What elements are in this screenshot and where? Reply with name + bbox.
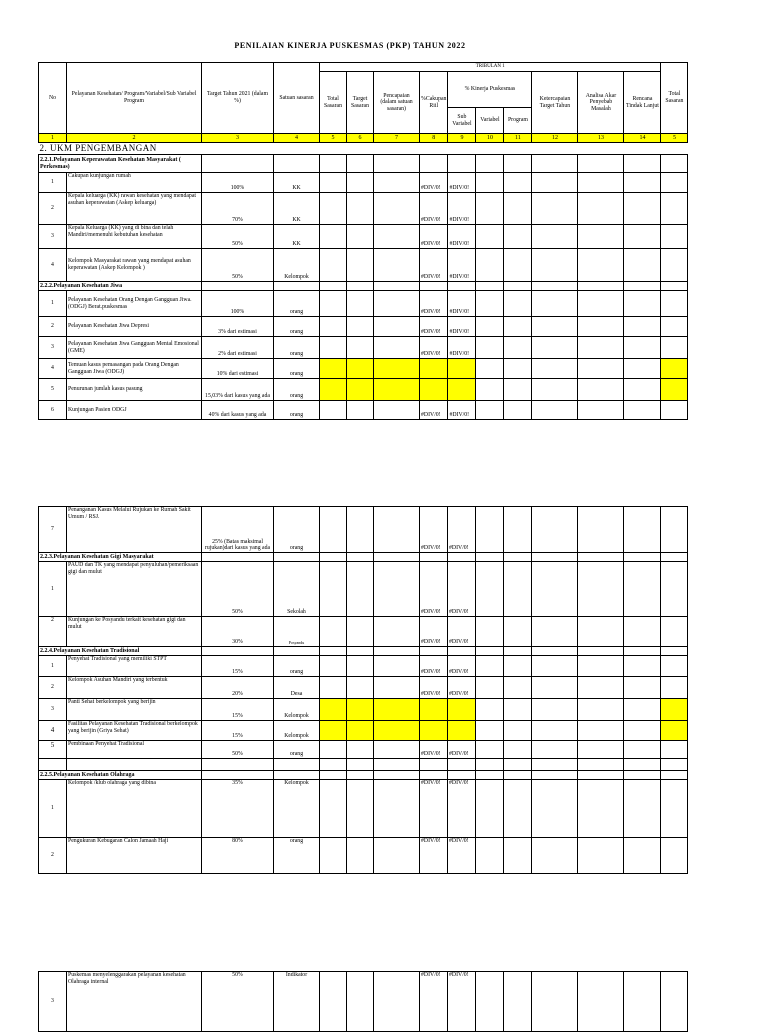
row-target: 15% [202,699,274,721]
row-satuan: Kelompok [274,780,320,838]
row-satuan: KK [274,193,320,225]
table-row [39,193,688,225]
row-indicator: Puskemas menyelenggarakan pelayanan kesehatan Olahraga internal [67,972,202,1032]
row-satuan: KK [274,225,320,249]
row-target: 50% [202,741,274,759]
section-kesehatan-gigi: 2.2.3.Pelayanan Kesehatan Gigi Masyarakat [39,553,202,562]
col-number: 12 [532,134,578,143]
table-row [39,507,688,553]
row-target: 50% [202,562,274,617]
row-cakupan-riil: #DIV/0! [420,249,448,282]
table-row [39,721,688,741]
row-sub-variabel: #DIV/0! [448,317,476,337]
row-indicator: Penurunan jumlah kasus pasung [67,379,202,401]
row-indicator: Penyehat Tradisional yang memiliki STPT [67,656,202,677]
row-number: 5 [39,741,67,759]
row-indicator: Temuan kasus pemasangan pada Orang Dengan Gangguan Jiwa (ODGJ) [67,359,202,379]
row-satuan: Kelompok [274,699,320,721]
row-number: 1 [39,173,67,193]
col-number: 2 [67,134,202,143]
row-number: 1 [39,291,67,317]
table-row [39,838,688,874]
row-satuan: Kelompok [274,249,320,282]
header-ketercapaian: Ketercapaian Target Tahun [532,72,578,134]
row-number: 1 [39,780,67,838]
col-number: 4 [274,134,320,143]
table-row [39,337,688,359]
header-target: Target Tahun 2021 (dalam %) [202,63,274,134]
row-satuan: orang [274,379,320,401]
col-number: 8 [420,134,448,143]
row-target: 15% [202,721,274,741]
table-row [39,741,688,759]
row-indicator: Kepala Keluarga (KK) yang di bina dan telah Mandiri/memenuhi kebutuhan kesehatan [67,225,202,249]
row-number: 1 [39,562,67,617]
row-target: 2% dari estimasi [202,337,274,359]
row-satuan: orang [274,291,320,317]
row-number: 7 [39,507,67,553]
header-kinerja: % Kinerja Puskesmas [448,72,532,108]
table-row [39,401,688,420]
row-indicator: Pembinaan Penyehat Tradisional [67,741,202,759]
kinerja-table-part-2 [38,506,688,874]
row-target: 80% [202,838,274,874]
row-target: 50% [202,225,274,249]
row-satuan: KK [274,173,320,193]
row-sub-variabel: #DIV/0! [448,677,476,699]
table-row [39,291,688,317]
row-target: 100% [202,291,274,317]
table-row [39,562,688,617]
row-satuan: orang [274,401,320,420]
row-indicator: Kelompok Masyarakat rawan yang mendapat asuhan keperawatan (Askep Kelompok ) [67,249,202,282]
col-number: 13 [578,134,624,143]
table-row [39,780,688,838]
table-row [39,225,688,249]
row-indicator: Kelompok /klub olahraga yang dibina [67,780,202,838]
header-no: No [39,63,67,134]
row-cakupan-riil: #DIV/0! [420,401,448,420]
row-target: 3% dari estimasi [202,317,274,337]
row-satuan: orang [274,507,320,553]
row-indicator: Kunjungan Pasien ODGJ [67,401,202,420]
row-target: 15% [202,656,274,677]
row-indicator: Pelayanan Kesehatan Jiwa Depresi [67,317,202,337]
header-sub-variabel: Sub Variabel [448,108,476,134]
row-cakupan-riil: #DIV/0! [420,741,448,759]
row-indicator: Kelompok Asuhan Mandiri yang terbentuk [67,677,202,699]
row-number: 2 [39,617,67,647]
table-row [39,656,688,677]
col-number: 10 [476,134,504,143]
row-number: 3 [39,972,67,1032]
kinerja-table-part-3 [38,971,688,1032]
row-cakupan-riil: #DIV/0! [420,507,448,553]
row-satuan: Kelompok [274,721,320,741]
row-number: 3 [39,225,67,249]
row-cakupan-riil: #DIV/0! [420,173,448,193]
section-perkesmas: 2.2.1.Pelayanan Keperawatan Kesehatan Masyarakat ( Perkesmas) [39,155,202,173]
row-target: 35% [202,780,274,838]
row-sub-variabel: #DIV/0! [448,507,476,553]
row-satuan: Desa [274,677,320,699]
row-target: 10% dari estimasi [202,359,274,379]
header-triwulan: TRIBULAN 1 [320,63,661,72]
row-satuan: Indikator [274,972,320,1032]
row-sub-variabel: #DIV/0! [448,562,476,617]
row-target: 25% (Batas maksimal rujukan)dari kasus yang ada [202,507,274,553]
header-rencana: Rencana Tindak Lanjut [624,72,661,134]
row-target: 100% [202,173,274,193]
col-number: 6 [347,134,374,143]
row-cakupan-riil: #DIV/0! [420,780,448,838]
section-kesehatan-jiwa: 2.2.2.Pelayanan Kesehatan Jiwa [39,282,202,291]
header-cakupan-riil: %Cakupan Riil [420,72,448,134]
col-number: 1 [39,134,67,143]
table-row [39,699,688,721]
row-cakupan-riil: #DIV/0! [420,317,448,337]
row-indicator: Kepala keluarga (KK) rawan kesehatan yang mendapat asuhan keperawatan (Askep keluarga) [67,193,202,225]
section-kesehatan-olahraga: 2.2.5.Pelayanan Kesehatan Olahraga [39,771,202,780]
section-ukm-pengembangan: 2. UKM PENGEMBANGAN [39,143,157,154]
row-indicator: Pelayanan Kesehatan Orang Dengan Gangguan Jiwa. (ODGJ) Berat.puskesmas [67,291,202,317]
row-number: 2 [39,317,67,337]
table-row [39,972,688,1032]
col-number: 9 [448,134,476,143]
row-indicator: Penanganan Kasus Melalui Rujukan ke Rumah Sakit Umum / RSJ. [67,507,202,553]
row-cakupan-riil: #DIV/0! [420,838,448,874]
header-total-sasaran: Total Sasaran [320,72,347,134]
row-sub-variabel: #DIV/0! [448,193,476,225]
row-target: 20% [202,677,274,699]
row-target: 40% dari kasus yang ada [202,401,274,420]
col-number: 5 [320,134,347,143]
row-cakupan-riil: #DIV/0! [420,972,448,1032]
row-number: 2 [39,677,67,699]
row-number: 3 [39,699,67,721]
row-sub-variabel: #DIV/0! [448,225,476,249]
header-total-sasaran-2: Total Sasaran [661,63,688,134]
row-number: 3 [39,337,67,359]
row-number: 2 [39,838,67,874]
header-satuan: Satuan sasaran [274,63,320,134]
row-target: 70% [202,193,274,225]
col-number: 5 [661,134,688,143]
row-sub-variabel: #DIV/0! [448,337,476,359]
page-title: PENILAIAN KINERJA PUSKESMAS (PKP) TAHUN 2022 [234,41,466,50]
header-pelayanan: Pelayanan Kesehatan/ Program/Variabel/Sub Variabel Program [67,63,202,134]
row-indicator: Cakupan kunjungan rumah [67,173,202,193]
row-satuan: Posyandu [274,617,320,647]
row-number: 4 [39,249,67,282]
row-satuan: orang [274,359,320,379]
row-cakupan-riil: #DIV/0! [420,617,448,647]
row-cakupan-riil: #DIV/0! [420,193,448,225]
row-number: 1 [39,656,67,677]
row-satuan: orang [274,741,320,759]
col-number: 14 [624,134,661,143]
row-number: 6 [39,401,67,420]
kinerja-table-part-1 [38,62,688,420]
row-sub-variabel: #DIV/0! [448,972,476,1032]
row-satuan: orang [274,337,320,359]
row-sub-variabel: #DIV/0! [448,838,476,874]
table-row [39,317,688,337]
row-sub-variabel: #DIV/0! [448,173,476,193]
header-variabel: Variabel [476,108,504,134]
section-kesehatan-tradisional: 2.2.4.Pelayanan Kesehatan Tradisional [39,647,202,656]
col-number: 3 [202,134,274,143]
row-satuan: orang [274,838,320,874]
row-indicator: Fasilitas Pelayanan Kesehatan Tradisional berkelompok yang berijin (Griya Sehat) [67,721,202,741]
row-number: 4 [39,721,67,741]
row-satuan: Sekolah [274,562,320,617]
row-target: 50% [202,249,274,282]
row-cakupan-riil: #DIV/0! [420,562,448,617]
row-number: 5 [39,379,67,401]
row-indicator: Panti Sehat berkelompok yang berijin [67,699,202,721]
row-indicator: PAUD dan TK yang mendapat penyuluhan/pemeriksaan gigi dan mulut [67,562,202,617]
row-number: 2 [39,193,67,225]
row-indicator: Kunjungan ke Posyandu terkait kesehatan gigi dan mulut [67,617,202,647]
table-row [39,173,688,193]
row-cakupan-riil: #DIV/0! [420,291,448,317]
row-sub-variabel: #DIV/0! [448,291,476,317]
table-row [39,249,688,282]
row-cakupan-riil: #DIV/0! [420,225,448,249]
col-number: 11 [504,134,532,143]
row-sub-variabel: #DIV/0! [448,249,476,282]
table-row [39,617,688,647]
row-satuan: orang [274,317,320,337]
row-sub-variabel: #DIV/0! [448,401,476,420]
row-cakupan-riil: #DIV/0! [420,677,448,699]
row-target: 15,03% dari kasus yang ada [202,379,274,401]
table-row [39,677,688,699]
header-pencapaian: Pencapaian (dalam satuan sasaran) [374,72,420,134]
row-sub-variabel: #DIV/0! [448,617,476,647]
row-indicator: Pelayanan Kesehatan Jiwa Gangguan Mental Emosional (GME) [67,337,202,359]
table-row [39,359,688,379]
header-program: Program [504,108,532,134]
row-indicator: Pengukuran Kebugaran Calon Jamaah Haji [67,838,202,874]
table-row [39,379,688,401]
row-satuan: orang [274,656,320,677]
row-sub-variabel: #DIV/0! [448,780,476,838]
header-target-sasaran: Target Sasaran [347,72,374,134]
row-number: 4 [39,359,67,379]
col-number: 7 [374,134,420,143]
row-cakupan-riil: #DIV/0! [420,656,448,677]
row-sub-variabel: #DIV/0! [448,656,476,677]
row-cakupan-riil: #DIV/0! [420,337,448,359]
header-analisa: Analisa Akar Penyebab Masalah [578,72,624,134]
row-sub-variabel: #DIV/0! [448,741,476,759]
row-target: 30% [202,617,274,647]
row-target: 50% [202,972,274,1032]
